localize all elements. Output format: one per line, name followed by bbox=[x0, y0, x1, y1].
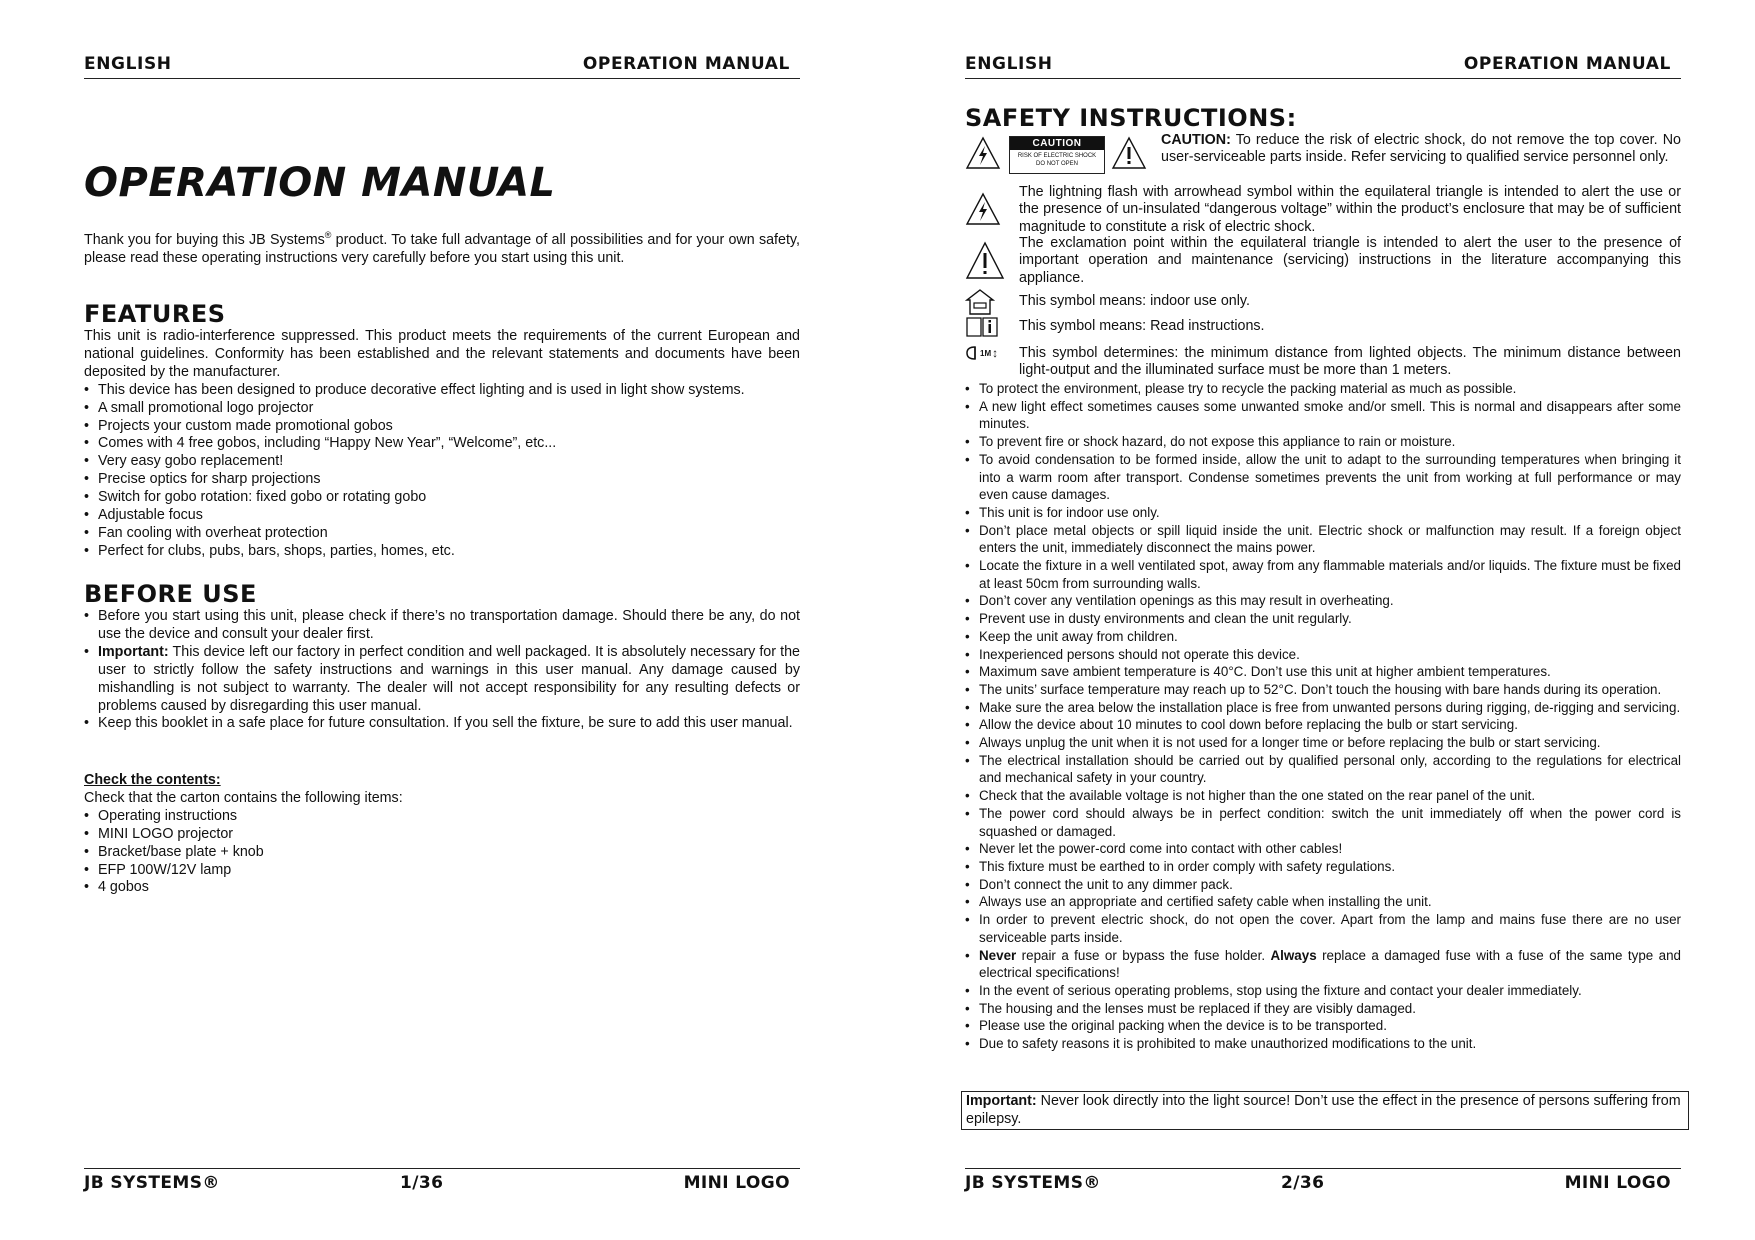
header-language: ENGLISH bbox=[965, 54, 1053, 74]
symbol-row-lightning bbox=[965, 184, 1681, 236]
caution-label-box bbox=[1009, 136, 1105, 174]
safety-item: • To avoid condensation to be formed inside, allow the unit to adapt to the surrounding temperatures when bringing it into a warm room after transport. Condense sometimes prevents the unit from working at full performance or may even cause damages. bbox=[965, 451, 1681, 504]
features-heading: FEATURES bbox=[84, 300, 226, 328]
caution-label-line1: RISK OF ELECTRIC SHOCK bbox=[1017, 153, 1097, 159]
safety-item: • This fixture must be earthed to in order comply with safety regulations. bbox=[965, 858, 1681, 876]
safety-item: • The units’ surface temperature may reach up to 52°C. Don’t touch the housing with bare hands during its operation. bbox=[965, 681, 1681, 699]
footer-page-number: 2/36 bbox=[1281, 1173, 1325, 1193]
fuse-text-2: replace a damaged fuse with a fuse of the same type and electrical specifications! bbox=[979, 947, 1681, 981]
features-item: • Very easy gobo replacement! bbox=[84, 453, 800, 471]
safety-item: • Due to safety reasons it is prohibited to make unauthorized modifications to the unit. bbox=[965, 1035, 1681, 1053]
check-contents-section bbox=[84, 772, 800, 897]
safety-item: • Allow the device about 10 minutes to cool down before replacing the bulb or start servicing. bbox=[965, 716, 1681, 734]
page-header bbox=[84, 54, 800, 79]
important-notice-label: Important: bbox=[966, 1093, 1037, 1109]
safety-list-section bbox=[965, 380, 1681, 1053]
contents-item: • 4 gobos bbox=[84, 879, 800, 897]
before-use-heading: BEFORE USE bbox=[84, 580, 257, 608]
symbol-row-exclamation bbox=[965, 235, 1681, 287]
important-notice-box bbox=[961, 1091, 1689, 1130]
caution-text-body: To reduce the risk of electric shock, do not remove the top cover. No user-serviceable parts inside. Refer servicing to qualified service personnel only. bbox=[1161, 132, 1681, 166]
symbol-row-distance bbox=[965, 345, 1681, 381]
footer-brand: JB SYSTEMS® bbox=[965, 1173, 1101, 1193]
before-use-section bbox=[84, 608, 800, 733]
safety-item: • Don’t place metal objects or spill liquid inside the unit. Electric shock or malfunction may result. If a foreign object enters the unit, immediately disconnect the mains power. bbox=[965, 522, 1681, 557]
fuse-always-label: Always bbox=[1270, 947, 1317, 963]
footer-brand: JB SYSTEMS® bbox=[84, 1173, 220, 1193]
safety-item: • Locate the fixture in a well ventilated spot, away from any flammable materials and/or liquids. The fixture must be fixed at least 50cm from surrounding walls. bbox=[965, 557, 1681, 592]
features-item: • This device has been designed to produce decorative effect lighting and is used in light show systems. bbox=[84, 382, 800, 400]
features-item: • Switch for gobo rotation: fixed gobo or rotating gobo bbox=[84, 489, 800, 507]
header-language: ENGLISH bbox=[84, 54, 172, 74]
safety-item: • In the event of serious operating problems, stop using the fixture and contact your dealer immediately. bbox=[965, 982, 1681, 1000]
safety-item: • To protect the environment, please try to recycle the packing material as much as possible. bbox=[965, 380, 1681, 398]
symbol-text-lightning: The lightning flash with arrowhead symbol within the equilateral triangle is intended to alert the use or the presence of un-insulated “dangerous voltage” within the product’s enclosure that may be of sufficient magnitude to constitute a risk of electric shock. bbox=[1019, 184, 1681, 235]
exclamation-triangle-icon bbox=[965, 241, 1005, 281]
caution-label-line2: DO NOT OPEN bbox=[1036, 161, 1078, 167]
safety-item: • This unit is for indoor use only. bbox=[965, 504, 1681, 522]
before-use-item: • Keep this booklet in a safe place for future consultation. If you sell the fixture, be sure to add this user manual. bbox=[84, 715, 800, 733]
caution-label-top: CAUTION bbox=[1010, 137, 1104, 150]
features-paragraph: This unit is radio-interference suppressed. This product meets the requirements of the current European and national guidelines. Conformity has been established and the relevant statements and documents have been deposited by the manufacturer. bbox=[84, 328, 800, 380]
exclamation-warning-icon bbox=[1111, 136, 1147, 170]
features-item: • Precise optics for sharp projections bbox=[84, 471, 800, 489]
lightning-warning-icon bbox=[965, 136, 1001, 170]
safety-item: • Check that the available voltage is not higher than the one stated on the rear panel of the unit. bbox=[965, 787, 1681, 805]
page-footer bbox=[965, 1168, 1681, 1197]
caution-text-label: CAUTION: bbox=[1161, 132, 1231, 148]
intro-text-end: product. To take full advantage of all possibilities and for your own safety, please read these operating instructions very carefully before you start using this unit. bbox=[84, 231, 800, 266]
safety-item: • The electrical installation should be carried out by qualified personal only, according to the regulations for electrical and mechanical safety in your country. bbox=[965, 752, 1681, 787]
features-list bbox=[84, 382, 800, 561]
distance-symbol bbox=[965, 345, 998, 361]
safety-list bbox=[965, 380, 1681, 1053]
safety-item: • Make sure the area below the installation place is free from unwanted persons during rigging, de-rigging and servicing. bbox=[965, 699, 1681, 717]
intro-paragraph bbox=[84, 227, 800, 268]
safety-item: • The housing and the lenses must be replaced if they are visibly damaged. bbox=[965, 1000, 1681, 1018]
features-item: • Projects your custom made promotional gobos bbox=[84, 418, 800, 436]
contents-item: • Operating instructions bbox=[84, 808, 800, 826]
right-page bbox=[965, 0, 1681, 1240]
footer-model: MINI LOGO bbox=[1564, 1173, 1671, 1193]
contents-item: • Bracket/base plate + knob bbox=[84, 844, 800, 862]
page-footer bbox=[84, 1168, 800, 1197]
important-text: This device left our factory in perfect condition and well packaged. It is absolutely necessary for the user to strictly follow the safety instructions and warnings in this user manual. Any damage caused by mishandling is not subject to warranty. The dealer will not accept responsibility for any resulting defects or problems caused by disregarding this user manual. bbox=[98, 643, 800, 714]
important-label: Important: bbox=[98, 643, 169, 660]
footer-page-number: 1/36 bbox=[400, 1173, 444, 1193]
safety-item: • A new light effect sometimes causes some unwanted smoke and/or smell. This is normal and disappears after some minutes. bbox=[965, 398, 1681, 433]
important-notice-text: Never look directly into the light source! Don’t use the effect in the presence of persons suffering from epilepsy. bbox=[966, 1093, 1681, 1127]
main-title: OPERATION MANUAL bbox=[84, 160, 556, 206]
left-page bbox=[84, 0, 800, 1240]
before-use-item-important bbox=[84, 644, 800, 716]
features-item: • Comes with 4 free gobos, including “Happy New Year”, “Welcome”, etc... bbox=[84, 435, 800, 453]
safety-item: • Always use an appropriate and certified safety cable when installing the unit. bbox=[965, 893, 1681, 911]
page-header bbox=[965, 54, 1681, 79]
symbol-text-exclamation: The exclamation point within the equilateral triangle is intended to alert the user to the presence of important operation and maintenance (servicing) instructions in the literature accompanying this appliance. bbox=[1019, 235, 1681, 286]
safety-item: • The power cord should always be in perfect condition: switch the unit immediately off when the power cord is squashed or damaged. bbox=[965, 805, 1681, 840]
check-contents-intro: Check that the carton contains the following items: bbox=[84, 789, 403, 806]
contents-item: • MINI LOGO projector bbox=[84, 826, 800, 844]
fuse-never-label: Never bbox=[979, 947, 1017, 963]
read-instructions-icon bbox=[965, 314, 999, 338]
lamp-icon bbox=[965, 345, 979, 361]
safety-item: • Prevent use in dusty environments and clean the unit regularly. bbox=[965, 610, 1681, 628]
safety-item: • In order to prevent electric shock, do not open the cover. Apart from the lamp and mains fuse there are no user serviceable parts inside. bbox=[965, 911, 1681, 946]
distance-arrow-icon: ↕ bbox=[992, 346, 999, 360]
header-title: OPERATION MANUAL bbox=[582, 54, 790, 74]
features-item: • Perfect for clubs, pubs, bars, shops, parties, homes, etc. bbox=[84, 543, 800, 561]
features-item: • A small promotional logo projector bbox=[84, 400, 800, 418]
safety-item: • Don’t cover any ventilation openings as this may result in overheating. bbox=[965, 592, 1681, 610]
symbol-text-read: This symbol means: Read instructions. bbox=[1019, 318, 1265, 334]
safety-item: • Always unplug the unit when it is not used for a longer time or before replacing the bulb or start servicing. bbox=[965, 734, 1681, 752]
safety-item: • Inexperienced persons should not operate this device. bbox=[965, 646, 1681, 664]
indoor-use-icon bbox=[965, 288, 995, 316]
header-title: OPERATION MANUAL bbox=[1463, 54, 1671, 74]
contents-list bbox=[84, 808, 800, 898]
safety-item: • Maximum save ambient temperature is 40°C. Don’t use this unit at higher ambient temperatures. bbox=[965, 663, 1681, 681]
distance-label: 1M bbox=[980, 348, 992, 358]
contents-item: • EFP 100W/12V lamp bbox=[84, 862, 800, 880]
features-item: • Fan cooling with overheat protection bbox=[84, 525, 800, 543]
features-item: • Adjustable focus bbox=[84, 507, 800, 525]
before-use-list bbox=[84, 608, 800, 733]
safety-item-fuse bbox=[965, 947, 1681, 982]
caution-row bbox=[965, 132, 1681, 178]
symbol-text-indoor: This symbol means: indoor use only. bbox=[1019, 293, 1250, 309]
check-contents-heading: Check the contents: bbox=[84, 772, 221, 788]
safety-item: • Keep the unit away from children. bbox=[965, 628, 1681, 646]
safety-item: • Never let the power-cord come into contact with other cables! bbox=[965, 840, 1681, 858]
symbol-row-indoor bbox=[965, 288, 1681, 314]
fuse-text-1: repair a fuse or bypass the fuse holder. bbox=[1016, 947, 1271, 963]
caution-text bbox=[1161, 132, 1681, 167]
lightning-triangle-icon bbox=[965, 192, 1001, 226]
features-section bbox=[84, 328, 800, 561]
footer-model: MINI LOGO bbox=[683, 1173, 790, 1193]
safety-item: • Please use the original packing when the device is to be transported. bbox=[965, 1017, 1681, 1035]
symbol-row-read bbox=[965, 314, 1681, 338]
safety-heading: SAFETY INSTRUCTIONS: bbox=[965, 104, 1297, 132]
before-use-item: • Before you start using this unit, please check if there’s no transportation damage. Should there be any, do not use the device and consult your dealer first. bbox=[84, 608, 800, 644]
safety-item: • To prevent fire or shock hazard, do not expose this appliance to rain or moisture. bbox=[965, 433, 1681, 451]
registered-mark: ® bbox=[324, 230, 332, 240]
symbol-text-distance: This symbol determines: the minimum distance from lighted objects. The minimum distance between light-output and the illuminated surface must be more than 1 meters. bbox=[1019, 345, 1681, 379]
safety-item: • Don’t connect the unit to any dimmer pack. bbox=[965, 876, 1681, 894]
intro-text-start: Thank you for buying this JB Systems bbox=[84, 231, 325, 248]
